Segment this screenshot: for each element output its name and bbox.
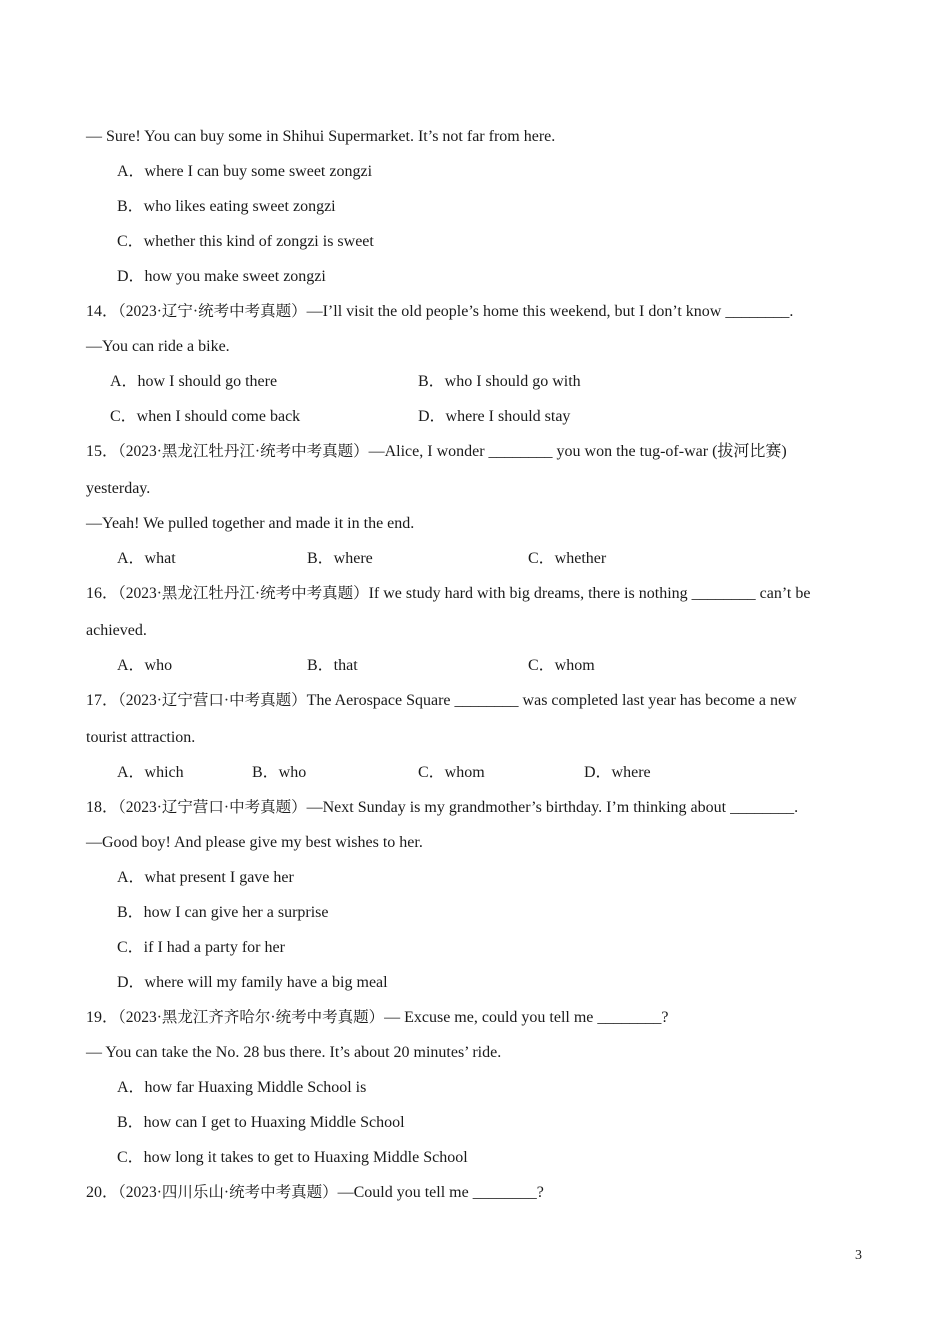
q17-option-b: B．who [252,764,307,781]
q15-option-b: B．where [307,550,373,567]
question-stem: — Excuse me, could you tell me ________? [384,1009,669,1026]
question-source: （2023·黑龙江牡丹江·统考中考真题） [118,443,369,460]
q20-stem-line [86,1183,544,1203]
question-source: （2023·辽宁营口·中考真题） [118,799,307,816]
q14-option-a: A．how I should go there [110,373,278,390]
q15-reply: —Yeah! We pulled together and made it in the end. [86,515,415,532]
q16-option-c: C．whom [528,657,595,674]
question-number: 16． [86,585,119,602]
q18-option-d: D．where will my family have a big meal [117,974,388,991]
q14-option-d: D．where I should stay [418,408,571,425]
question-source: （2023·黑龙江齐齐哈尔·统考中考真题） [118,1009,385,1026]
question-number: 19． [86,1009,119,1026]
q19-reply: — You can take the No. 28 bus there. It’s about 20 minutes’ ride. [86,1044,502,1061]
question-stem: The Aerospace Square ________ was completed last year has become a new [306,692,797,709]
q14-option-b: B．who I should go with [418,373,581,390]
q14-stem-line [86,302,793,322]
q17-stem-continued: tourist attraction. [86,729,196,746]
q17-option-c: C．whom [418,764,485,781]
question-stem: —Could you tell me ________? [337,1184,544,1201]
q14-option-c: C．when I should come back [110,408,301,425]
q15-option-c: C．whether [528,550,607,567]
q14-reply: —You can ride a bike. [86,338,230,355]
q13-reply: — Sure! You can buy some in Shihui Supermarket. It’s not far from here. [86,128,556,145]
q19-stem-line [86,1008,668,1028]
question-number: 15． [86,443,119,460]
q16-option-a: A．who [117,657,173,674]
q13-option-a: A．where I can buy some sweet zongzi [117,163,373,180]
q19-option-c: C．how long it takes to get to Huaxing Middle School [117,1149,468,1166]
question-source: （2023·辽宁营口·中考真题） [118,692,307,709]
q18-option-a: A．what present I gave her [117,869,294,886]
q15-option-a: A．what [117,550,176,567]
page-number: 3 [855,1248,862,1263]
question-number: 14． [86,303,119,320]
q16-stem-continued: achieved. [86,622,147,639]
q17-option-d: D．where [584,764,651,781]
question-number: 17． [86,692,119,709]
question-stem: If we study hard with big dreams, there is nothing ________ can’t be [368,585,811,602]
q17-option-a: A．which [117,764,184,781]
q15-stem-line [86,442,787,462]
question-number: 18． [86,799,119,816]
q18-stem-line [86,798,798,818]
q13-option-c: C．whether this kind of zongzi is sweet [117,233,374,250]
q16-option-b: B．that [307,657,358,674]
q18-option-c: C．if I had a party for her [117,939,285,956]
q19-option-b: B．how can I get to Huaxing Middle School [117,1114,405,1131]
question-stem: —I’ll visit the old people’s home this weekend, but I don’t know ________. [306,303,794,320]
q17-stem-line [86,691,797,711]
question-source: （2023·四川乐山·统考中考真题） [118,1184,338,1201]
q18-option-b: B．how I can give her a surprise [117,904,329,921]
question-stem: —Next Sunday is my grandmother’s birthday. I’m thinking about ________. [306,799,799,816]
question-stem: —Alice, I wonder ________ you won the tug-of-war (拔河比赛) [368,443,787,460]
q16-stem-line [86,584,810,604]
q19-option-a: A．how far Huaxing Middle School is [117,1079,367,1096]
question-number: 20． [86,1184,119,1201]
question-source: （2023·黑龙江牡丹江·统考中考真题） [118,585,369,602]
question-source: （2023·辽宁·统考中考真题） [118,303,307,320]
q13-option-b: B．who likes eating sweet zongzi [117,198,336,215]
q15-stem-continued: yesterday. [86,480,151,497]
q13-option-d: D．how you make sweet zongzi [117,268,326,285]
q18-reply: —Good boy! And please give my best wishes to her. [86,834,423,851]
